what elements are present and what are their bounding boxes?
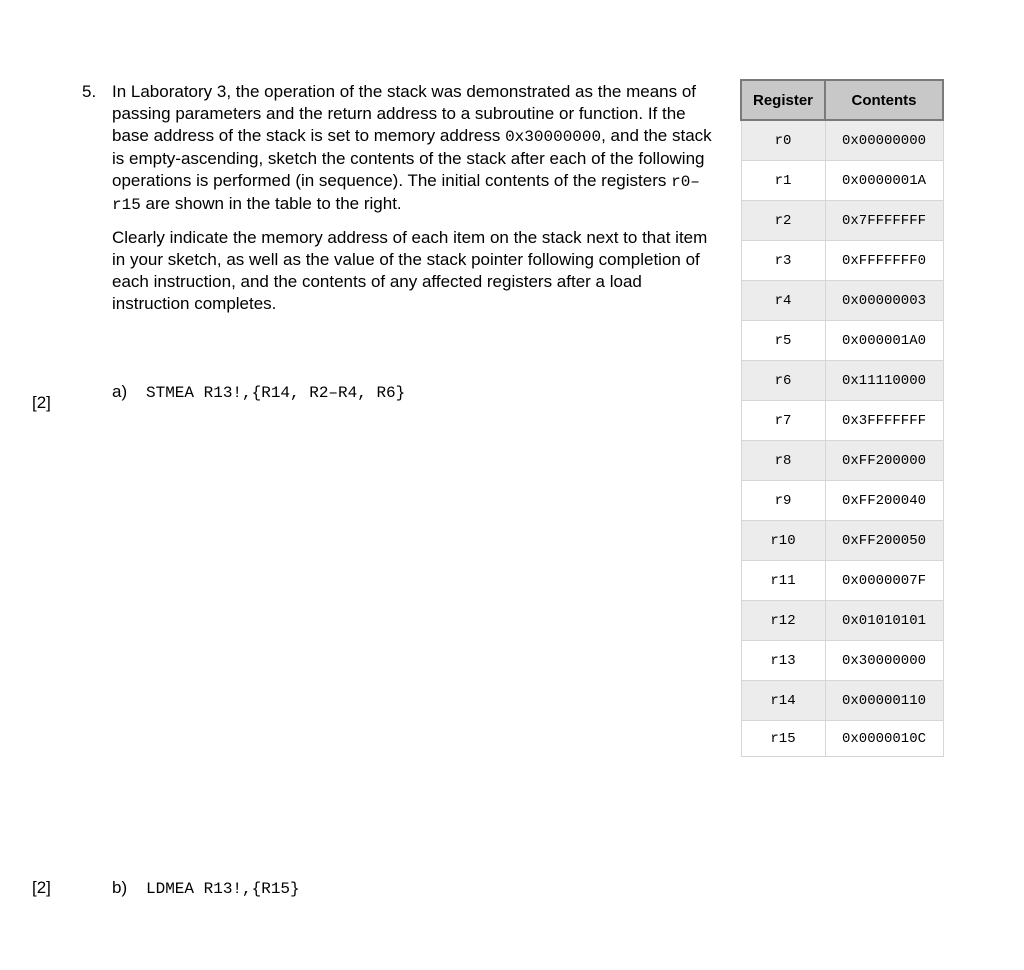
table-row	[741, 361, 943, 401]
register-name: r0	[741, 120, 825, 161]
register-contents: 0x7FFFFFFF	[825, 201, 943, 241]
register-name: r5	[741, 321, 825, 361]
question-body	[112, 81, 720, 326]
register-table	[740, 79, 944, 757]
register-name: r15	[741, 721, 825, 757]
register-contents: 0x11110000	[825, 361, 943, 401]
question-text-part-2: , and the stack is empty-ascending, sketch the contents of the stack after each of the following operations is performed (in sequence). The initial contents of the registers	[112, 126, 712, 190]
register-contents: 0x30000000	[825, 641, 943, 681]
question-text-part-3: are shown in the table to the right.	[140, 194, 402, 213]
table-row	[741, 241, 943, 281]
table-row	[741, 681, 943, 721]
register-name: r6	[741, 361, 825, 401]
table-row	[741, 321, 943, 361]
register-contents: 0x00000003	[825, 281, 943, 321]
register-contents: 0x0000010C	[825, 721, 943, 757]
part-a-instruction: STMEA R13!,{R14, R2–R4, R6}	[146, 384, 406, 402]
register-name: r14	[741, 681, 825, 721]
register-contents: 0xFF200040	[825, 481, 943, 521]
register-contents: 0xFF200000	[825, 441, 943, 481]
register-contents: 0x00000110	[825, 681, 943, 721]
register-contents: 0x0000001A	[825, 161, 943, 201]
table-row	[741, 561, 943, 601]
part-b-instruction: LDMEA R13!,{R15}	[146, 880, 300, 898]
part-b-marks: [2]	[32, 878, 51, 897]
part-b	[112, 878, 300, 898]
table-row	[741, 120, 943, 161]
question-paragraph-1	[112, 81, 720, 216]
question-text-part-1: In Laboratory 3, the operation of the stack was demonstrated as the means of passing parameters and the return address to a subroutine or function. If the base address of the stack is set to memory address	[112, 82, 697, 145]
part-a-label: a)	[112, 382, 128, 401]
register-contents: 0x01010101	[825, 601, 943, 641]
register-name: r9	[741, 481, 825, 521]
register-column-header: Register	[741, 80, 825, 120]
part-b-label: b)	[112, 878, 128, 897]
register-name: r3	[741, 241, 825, 281]
part-a	[112, 382, 405, 402]
register-name: r2	[741, 201, 825, 241]
part-a-marks: [2]	[32, 393, 51, 412]
table-row	[741, 641, 943, 681]
register-table-header	[741, 80, 943, 120]
table-row	[741, 521, 943, 561]
register-contents: 0xFF200050	[825, 521, 943, 561]
register-name: r12	[741, 601, 825, 641]
register-contents: 0xFFFFFFF0	[825, 241, 943, 281]
register-contents: 0x00000000	[825, 120, 943, 161]
register-name: r11	[741, 561, 825, 601]
table-row	[741, 481, 943, 521]
table-row	[741, 201, 943, 241]
register-table-body	[741, 120, 943, 757]
register-name: r7	[741, 401, 825, 441]
register-name: r8	[741, 441, 825, 481]
base-address: 0x30000000	[505, 128, 602, 146]
table-row	[741, 401, 943, 441]
table-row	[741, 281, 943, 321]
register-contents: 0x000001A0	[825, 321, 943, 361]
question-paragraph-2: Clearly indicate the memory address of each item on the stack next to that item in your sketch, as well as the value of the stack pointer following completion of each instruction, and the contents of any affected registers after a load instruction completes.	[112, 228, 708, 313]
table-row	[741, 601, 943, 641]
register-name: r4	[741, 281, 825, 321]
register-name: r13	[741, 641, 825, 681]
question-number: 5.	[82, 82, 97, 101]
register-contents: 0x3FFFFFFF	[825, 401, 943, 441]
register-name: r10	[741, 521, 825, 561]
table-row	[741, 721, 943, 757]
register-name: r1	[741, 161, 825, 201]
table-row	[741, 161, 943, 201]
register-range: r0–r15	[112, 173, 700, 214]
register-contents: 0x0000007F	[825, 561, 943, 601]
table-row	[741, 441, 943, 481]
contents-column-header: Contents	[825, 80, 943, 120]
